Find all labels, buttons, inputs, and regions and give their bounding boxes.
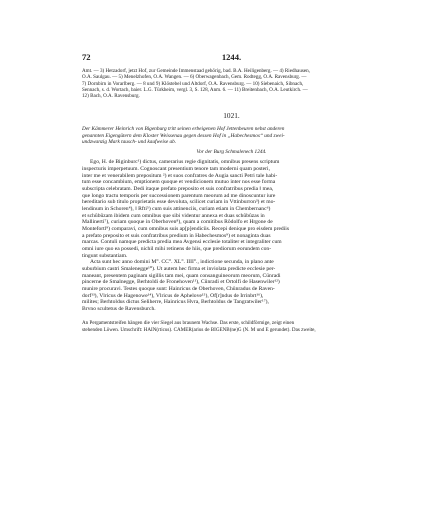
running-year: 1244. — [221, 52, 242, 62]
document-dateline: Vor der Burg Schmalenech 1244. — [196, 149, 267, 156]
body-line: omni iure quo ea possedi, nichil mihi retinens de hiis, que prediorum eorundem con- — [82, 245, 272, 252]
body-line: Montefortl⁹) comparavi, cum omnibus suis ap[p]endiciis. Recepi denique pro eisdem prediis — [82, 225, 290, 232]
body-line: inter me et venerabilem prepositum ²) et suos confratres de Augia sancti Petri tale habi- — [82, 172, 278, 179]
body-line: milites; Berhtoldus dictus Seliherre, Hainricus Hvra, Berhtoldus de Tangratwiler¹⁷), — [82, 299, 269, 306]
body-line: tum esse concambium, emptionem quoque et vendicionem mutuo inter nos esse forma — [82, 179, 276, 186]
footnote-line: 7) Dornbirn in Vorarlberg. — 8 und 9) Klöstebel und Altdorf, O.A. Ravensburg. — 10) Siebenaich, Sibnach, — [82, 80, 304, 87]
top-footnotes — [82, 68, 381, 99]
document-number: 1021. — [223, 111, 240, 121]
body-line: munire procuravi. Testes quoque sunt: Hainricus de Oberhoven, Chûnradus de Raven- — [82, 285, 275, 292]
body-line: tingunt substantiam. — [82, 252, 128, 259]
body-line: inspecturis imperpetuum. Cognoscant presentium tenore tam moderni quam posteri, — [82, 166, 270, 173]
footnote-line: Sennach, s. d. Wortach, baier. L.G. Türkheim, vergl. 3, S. 128, Anm. 6. — 11) Breitenbach, O.A. Leutkirch. — — [82, 86, 308, 93]
body-line: et schûbûzam ibidem cum omnibus que sibi videntur annexa et duas schûbûzas in — [82, 212, 265, 219]
footnote-line: An Pergamentstreifen hängen die vier Siegel aus braunem Wachse. Das erste, schildförmige, zeigt einen — [82, 320, 295, 327]
body-line: dorf¹³), Vlricus de Hagenowe¹⁴), Vlricus de Aphelove¹⁵), Of[r]ndus de Irrinbrt¹⁶), — [82, 292, 264, 299]
body-line: subscripta celebratam. Dedi itaque prefato preposito et suis confratribus predia ‖ mea, — [82, 186, 274, 192]
body-line: Brvno scultetus de Ravensburch. — [82, 305, 156, 312]
footnote-line: Amt. — 3) Hetzadorf, jetzt Hof, zur Gemeinde Immenstaad gehörig, bad. B.A. Heiligenberg. — 4) Riedhausen, — [82, 68, 310, 74]
document-regest — [82, 126, 381, 145]
body-line: suburbium castri Smalenegge¹⁰). Ut autem hec firma et inviolata predicte ecclesie per- — [82, 265, 276, 272]
document-body — [82, 159, 381, 312]
body-line: a prefato preposito et suis confratribus predium in Habechesmos⁹) et nonaginta duas — [82, 232, 271, 239]
page-header: 72 1244. — [82, 52, 381, 62]
footnote-line: O.A. Saulgau. — 5) Menelzhofen, O.A. Wangen. — 6) Oberwagenbach, Gem. Rodtegg, O.A. Ravensburg. — — [82, 74, 307, 81]
body-line: Mallinerti⁷), curiam quoque in Oberhoven⁸), quam a comitibus Rôdolfo et Hrgone de — [82, 219, 273, 226]
regest-line: Der Kämmerer Heinrich von Bigenburg tritt seinen erbeigenen Hof Jettenbeuren nebst anderen — [82, 126, 285, 133]
body-line: pincerne de Smalnegge, Berhtoldi de Fronehoven¹¹), Cûnradi et Ortolfi de Hasenwiler¹²) — [82, 279, 280, 286]
body-line: Ego, H. de Biginburc¹) dictus, camerarius regie dignitatis, omnibus presens scriptum — [90, 159, 280, 166]
body-line: maneant, presentem paginam sigillis tam mei, quam consanguineorum meorum, Cünradi — [82, 272, 281, 279]
body-line: lendinum in Schoren⁴), ‖ Rfti⁵) cum suis attinenciis, curiam etiam in Chembernanc⁶) — [82, 205, 271, 212]
bottom-footnotes — [82, 320, 381, 333]
footnote-line: 12) Bach, O.A. Ravensburg. — [82, 93, 140, 100]
body-line: que longo tractu temporis per successionem parentum meorum ad me dinoscuntur iure — [82, 192, 276, 199]
body-line: hereditario sub titulo proprietatis esse devoluta, scilicet curiam in Vttinburron³) et mo- — [82, 199, 276, 206]
footnote-line: stehenden Löwen. Umschrift: HAIN(rticus). CAMER(arius de BIGENB(ne)G (N. M und E gerundet). Das zweite, — [82, 326, 316, 333]
body-line: Acta sunt hec anno domini M°. CC°. XL°. IIII°., indictione secunda, in plano ante — [90, 259, 274, 266]
regest-line: genannten Eigengütern dem Kloster Weissenau gegen dessen Hof in „Habechesmos“ und zwei- — [82, 132, 285, 139]
body-line: marcas. Contuli namque predicta predia mea Avgensi ecclesie totaliter et integraliter cum — [82, 239, 282, 246]
regest-line: undzwanzig Mark tausch- und kaufweise ab. — [82, 139, 177, 146]
